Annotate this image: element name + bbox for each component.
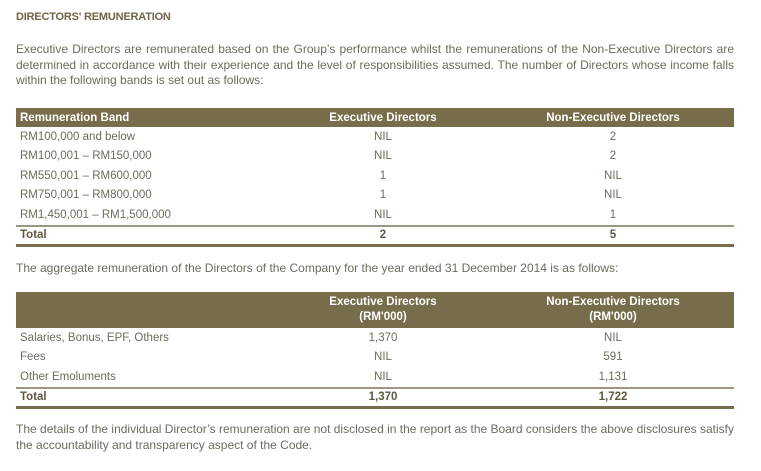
aggregate-remuneration-table <box>16 292 734 409</box>
table-row <box>16 127 734 147</box>
column-header-non-executive <box>492 292 734 328</box>
non-executive-count-cell: 2 <box>609 130 617 143</box>
non-executive-amount-cell: NIL <box>604 331 622 344</box>
executive-count-cell: NIL <box>374 130 392 143</box>
table-header-row <box>16 108 734 127</box>
non-executive-count-cell: NIL <box>604 189 622 202</box>
non-executive-count-cell: 1 <box>609 208 617 221</box>
intro-paragraph: Executive Directors are remunerated based on the Group’s performance whilst the remunerations of the Non-Executive Directors are determined in accordance with their experience and the level of responsibilities assumed. The number of Directors whose income falls within the following bands is set out as follows: <box>16 42 734 87</box>
table-row <box>16 328 734 348</box>
band-cell: RM750,001 – RM800,000 <box>20 189 152 202</box>
header-line-1: Executive Directors <box>329 296 437 308</box>
executive-amount-cell: 1,370 <box>368 331 398 344</box>
header-line-1: Non-Executive Directors <box>546 296 680 308</box>
table-row <box>16 166 734 186</box>
total-label: Total <box>16 388 274 408</box>
executive-count-cell: 1 <box>379 189 387 202</box>
column-header-band: Remuneration Band <box>16 108 274 127</box>
non-executive-amount-cell: 591 <box>603 351 623 364</box>
table-row <box>16 367 734 388</box>
closing-paragraph: The details of the individual Director’s remuneration are not disclosed in the report as the Board considers the above disclosures satisfy the accountability and transparency aspect of the Code. <box>16 422 734 452</box>
executive-total: 2 <box>274 226 492 246</box>
total-row <box>16 226 734 246</box>
non-executive-amount-cell: 1,131 <box>598 370 628 383</box>
executive-count-cell: NIL <box>374 208 392 221</box>
executive-count-cell: 1 <box>379 169 387 182</box>
band-cell: RM550,001 – RM600,000 <box>20 169 152 182</box>
table-header-row <box>16 292 734 328</box>
non-executive-total: 5 <box>492 226 734 246</box>
category-cell: Other Emoluments <box>20 370 116 383</box>
executive-amount-cell: NIL <box>374 351 392 364</box>
remuneration-bands-table <box>16 108 734 247</box>
category-cell: Fees <box>20 351 46 364</box>
band-cell: RM1,450,001 – RM1,500,000 <box>20 208 171 221</box>
section-heading: DIRECTORS' REMUNERATION <box>16 11 171 23</box>
executive-amount-cell: NIL <box>374 370 392 383</box>
column-header-executive <box>274 292 492 328</box>
total-label: Total <box>16 226 274 246</box>
header-line-2: (RM'000) <box>359 311 407 323</box>
table-row <box>16 348 734 368</box>
category-cell: Salaries, Bonus, EPF, Others <box>20 331 169 344</box>
executive-total: 1,370 <box>274 388 492 408</box>
column-header-blank <box>16 292 274 328</box>
band-cell: RM100,001 – RM150,000 <box>20 150 152 163</box>
table-row <box>16 186 734 206</box>
non-executive-total: 1,722 <box>492 388 734 408</box>
executive-count-cell: NIL <box>374 150 392 163</box>
table-row <box>16 205 734 226</box>
header-line-2: (RM'000) <box>589 311 637 323</box>
column-header-non-executive: Non-Executive Directors <box>492 108 734 127</box>
band-cell: RM100,000 and below <box>20 130 136 143</box>
aggregate-paragraph: The aggregate remuneration of the Directors of the Company for the year ended 31 December 2014 is as follows: <box>16 261 619 275</box>
table-row <box>16 147 734 167</box>
total-row <box>16 388 734 408</box>
non-executive-count-cell: 2 <box>609 150 617 163</box>
column-header-executive: Executive Directors <box>274 108 492 127</box>
non-executive-count-cell: NIL <box>604 169 622 182</box>
